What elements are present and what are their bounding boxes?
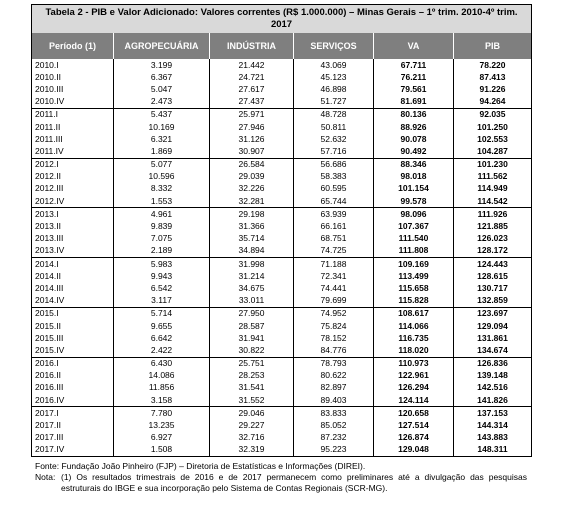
table-cell: 99.578 — [374, 195, 454, 208]
table-row — [32, 394, 532, 407]
table-row — [32, 307, 532, 320]
table-cell: 122.961 — [374, 370, 454, 382]
table-cell: 50.811 — [294, 121, 374, 133]
table-cell: 1.508 — [114, 444, 210, 457]
table-cell: 130.717 — [454, 282, 532, 294]
table-cell: 63.939 — [294, 208, 374, 221]
table-row — [32, 208, 532, 221]
table-cell: 34.675 — [210, 282, 294, 294]
table-cell: 137.153 — [454, 407, 532, 420]
table-cell: 2010.IV — [32, 96, 114, 109]
table-cell: 2017.III — [32, 432, 114, 444]
table-row — [32, 96, 532, 109]
table-cell: 107.367 — [374, 220, 454, 232]
table-cell: 9.655 — [114, 320, 210, 332]
table-cell: 74.441 — [294, 282, 374, 294]
table-row — [32, 357, 532, 370]
table-cell: 2015.III — [32, 332, 114, 344]
table-row — [32, 344, 532, 357]
table-cell: 4.961 — [114, 208, 210, 221]
table-cell: 29.039 — [210, 171, 294, 183]
table-cell: 2011.I — [32, 108, 114, 121]
table-cell: 78.220 — [454, 59, 532, 71]
table-cell: 2014.I — [32, 258, 114, 271]
table-cell: 48.728 — [294, 108, 374, 121]
table-cell: 128.615 — [454, 270, 532, 282]
table-cell: 60.595 — [294, 183, 374, 195]
table-cell: 75.824 — [294, 320, 374, 332]
table-cell: 29.198 — [210, 208, 294, 221]
table-cell: 34.894 — [210, 245, 294, 258]
table-footer — [35, 461, 527, 494]
table-cell: 1.869 — [114, 145, 210, 158]
table-cell: 31.541 — [210, 382, 294, 394]
table-cell: 2012.IV — [32, 195, 114, 208]
nota-label: Nota: — [35, 472, 56, 482]
table-cell: 126.836 — [454, 357, 532, 370]
table-cell: 30.907 — [210, 145, 294, 158]
table-cell: 101.250 — [454, 121, 532, 133]
col-header-va: VA — [374, 33, 454, 59]
table-cell: 24.721 — [210, 71, 294, 83]
table-cell: 113.499 — [374, 270, 454, 282]
table-row — [32, 282, 532, 294]
table-cell: 11.856 — [114, 382, 210, 394]
table-cell: 126.294 — [374, 382, 454, 394]
table-row — [32, 332, 532, 344]
table-row — [32, 444, 532, 457]
table-cell: 13.235 — [114, 419, 210, 431]
table-row — [32, 183, 532, 195]
table-cell: 52.632 — [294, 133, 374, 145]
table-cell: 28.587 — [210, 320, 294, 332]
table-cell: 2017.IV — [32, 444, 114, 457]
table-row — [32, 158, 532, 171]
table-cell: 2017.I — [32, 407, 114, 420]
table-cell: 2.473 — [114, 96, 210, 109]
table-row — [32, 108, 532, 121]
table-cell: 2011.IV — [32, 145, 114, 158]
table-row — [32, 59, 532, 71]
table-row — [32, 71, 532, 83]
table-cell: 31.998 — [210, 258, 294, 271]
table-cell: 2013.IV — [32, 245, 114, 258]
table-cell: 126.023 — [454, 233, 532, 245]
table-row — [32, 258, 532, 271]
table-cell: 51.727 — [294, 96, 374, 109]
table-cell: 74.952 — [294, 307, 374, 320]
pib-table — [31, 4, 532, 457]
table-cell: 45.123 — [294, 71, 374, 83]
table-cell: 98.018 — [374, 171, 454, 183]
table-row — [32, 121, 532, 133]
table-cell: 27.950 — [210, 307, 294, 320]
table-cell: 9.839 — [114, 220, 210, 232]
table-cell: 141.826 — [454, 394, 532, 407]
table-cell: 35.714 — [210, 233, 294, 245]
table-cell: 6.321 — [114, 133, 210, 145]
table-cell: 128.172 — [454, 245, 532, 258]
col-header-periodo: Período (1) — [32, 33, 114, 59]
table-cell: 2014.II — [32, 270, 114, 282]
table-cell: 115.828 — [374, 295, 454, 308]
table-cell: 126.874 — [374, 432, 454, 444]
table-cell: 2015.IV — [32, 344, 114, 357]
table-cell: 2014.IV — [32, 295, 114, 308]
table-cell: 31.552 — [210, 394, 294, 407]
table-cell: 5.437 — [114, 108, 210, 121]
table-cell: 2016.II — [32, 370, 114, 382]
table-cell: 6.367 — [114, 71, 210, 83]
table-row — [32, 419, 532, 431]
table-cell: 102.553 — [454, 133, 532, 145]
table-cell: 88.346 — [374, 158, 454, 171]
table-cell: 10.596 — [114, 171, 210, 183]
table-cell: 72.341 — [294, 270, 374, 282]
table-cell: 2015.II — [32, 320, 114, 332]
table-cell: 148.311 — [454, 444, 532, 457]
table-cell: 79.699 — [294, 295, 374, 308]
table-cell: 25.751 — [210, 357, 294, 370]
table-cell: 8.332 — [114, 183, 210, 195]
table-cell: 114.949 — [454, 183, 532, 195]
table-cell: 2010.I — [32, 59, 114, 71]
table-cell: 27.946 — [210, 121, 294, 133]
table-cell: 101.230 — [454, 158, 532, 171]
table-cell: 68.751 — [294, 233, 374, 245]
table-cell: 131.861 — [454, 332, 532, 344]
table-cell: 90.492 — [374, 145, 454, 158]
table-cell: 80.622 — [294, 370, 374, 382]
table-cell: 92.035 — [454, 108, 532, 121]
table-row — [32, 145, 532, 158]
table-cell: 2014.III — [32, 282, 114, 294]
table-cell: 2017.II — [32, 419, 114, 431]
table-cell: 142.516 — [454, 382, 532, 394]
table-cell: 2010.III — [32, 83, 114, 95]
table-cell: 89.403 — [294, 394, 374, 407]
table-cell: 110.973 — [374, 357, 454, 370]
table-cell: 32.319 — [210, 444, 294, 457]
table-row — [32, 220, 532, 232]
table-cell: 67.711 — [374, 59, 454, 71]
table-cell: 33.011 — [210, 295, 294, 308]
table-cell: 3.117 — [114, 295, 210, 308]
table-cell: 104.287 — [454, 145, 532, 158]
table-cell: 31.366 — [210, 220, 294, 232]
table-cell: 57.716 — [294, 145, 374, 158]
table-cell: 80.136 — [374, 108, 454, 121]
table-cell: 5.077 — [114, 158, 210, 171]
table-cell: 2012.II — [32, 171, 114, 183]
nota — [35, 472, 527, 494]
table-cell: 78.793 — [294, 357, 374, 370]
table-cell: 76.211 — [374, 71, 454, 83]
table-cell: 2.422 — [114, 344, 210, 357]
table-cell: 114.542 — [454, 195, 532, 208]
table-cell: 9.943 — [114, 270, 210, 282]
table-row — [32, 133, 532, 145]
table-cell: 118.020 — [374, 344, 454, 357]
table-cell: 6.542 — [114, 282, 210, 294]
table-cell: 2015.I — [32, 307, 114, 320]
table-row — [32, 370, 532, 382]
table-cell: 79.561 — [374, 83, 454, 95]
table-cell: 6.927 — [114, 432, 210, 444]
table-body — [32, 59, 532, 457]
table-cell: 32.716 — [210, 432, 294, 444]
table-row — [32, 432, 532, 444]
table-cell: 3.158 — [114, 394, 210, 407]
table-cell: 121.885 — [454, 220, 532, 232]
col-header-industria: INDÚSTRIA — [210, 33, 294, 59]
table-row — [32, 382, 532, 394]
table-cell: 10.169 — [114, 121, 210, 133]
table-cell: 114.066 — [374, 320, 454, 332]
table-cell: 109.169 — [374, 258, 454, 271]
table-cell: 88.926 — [374, 121, 454, 133]
table-cell: 58.383 — [294, 171, 374, 183]
table-cell: 7.075 — [114, 233, 210, 245]
table-cell: 91.226 — [454, 83, 532, 95]
table-cell: 84.776 — [294, 344, 374, 357]
table-cell: 2016.I — [32, 357, 114, 370]
table-cell: 95.223 — [294, 444, 374, 457]
col-header-servicos: SERVIÇOS — [294, 33, 374, 59]
table-cell: 29.046 — [210, 407, 294, 420]
table-title: Tabela 2 - PIB e Valor Adicionado: Valores correntes (R$ 1.000.000) – Minas Gerais – 1º trim. 2010-4º trim. 2017 — [32, 5, 532, 34]
table-cell: 108.617 — [374, 307, 454, 320]
table-cell: 31.214 — [210, 270, 294, 282]
col-header-agropecuaria: AGROPECUÁRIA — [114, 33, 210, 59]
table-cell: 111.562 — [454, 171, 532, 183]
col-header-pib: PIB — [454, 33, 532, 59]
table-cell: 31.126 — [210, 133, 294, 145]
table-cell: 7.780 — [114, 407, 210, 420]
table-cell: 71.188 — [294, 258, 374, 271]
table-cell: 123.697 — [454, 307, 532, 320]
table-cell: 143.883 — [454, 432, 532, 444]
table-row — [32, 195, 532, 208]
nota-text: (1) Os resultados trimestrais de 2016 e de 2017 permanecem como preliminares até a divulgação das pesquisas estruturais do IBGE e sua incorporação pelo Sistema de Contas Regionais (SCR-MG). — [61, 472, 527, 493]
table-cell: 2016.IV — [32, 394, 114, 407]
table-cell: 2016.III — [32, 382, 114, 394]
table-cell: 124.114 — [374, 394, 454, 407]
table-cell: 5.047 — [114, 83, 210, 95]
table-cell: 111.926 — [454, 208, 532, 221]
table-cell: 5.983 — [114, 258, 210, 271]
table-cell: 111.808 — [374, 245, 454, 258]
table-row — [32, 83, 532, 95]
table-row — [32, 233, 532, 245]
table-cell: 1.553 — [114, 195, 210, 208]
table-cell: 46.898 — [294, 83, 374, 95]
table-cell: 6.642 — [114, 332, 210, 344]
table-row — [32, 407, 532, 420]
table-cell: 28.253 — [210, 370, 294, 382]
table-cell: 6.430 — [114, 357, 210, 370]
table-cell: 139.148 — [454, 370, 532, 382]
table-cell: 78.152 — [294, 332, 374, 344]
table-cell: 129.048 — [374, 444, 454, 457]
table-cell: 2013.I — [32, 208, 114, 221]
table-container — [31, 4, 531, 457]
table-cell: 87.413 — [454, 71, 532, 83]
table-cell: 2013.II — [32, 220, 114, 232]
table-row — [32, 295, 532, 308]
table-cell: 27.437 — [210, 96, 294, 109]
table-cell: 74.725 — [294, 245, 374, 258]
table-cell: 27.617 — [210, 83, 294, 95]
table-cell: 32.226 — [210, 183, 294, 195]
table-cell: 2013.III — [32, 233, 114, 245]
table-cell: 127.514 — [374, 419, 454, 431]
table-cell: 30.822 — [210, 344, 294, 357]
table-cell: 2.189 — [114, 245, 210, 258]
table-cell: 21.442 — [210, 59, 294, 71]
table-cell: 101.154 — [374, 183, 454, 195]
table-cell: 120.658 — [374, 407, 454, 420]
table-cell: 124.443 — [454, 258, 532, 271]
table-cell: 2011.II — [32, 121, 114, 133]
table-cell: 5.714 — [114, 307, 210, 320]
table-cell: 26.584 — [210, 158, 294, 171]
table-cell: 66.161 — [294, 220, 374, 232]
table-cell: 25.971 — [210, 108, 294, 121]
table-row — [32, 320, 532, 332]
table-cell: 81.691 — [374, 96, 454, 109]
table-row — [32, 270, 532, 282]
table-cell: 82.897 — [294, 382, 374, 394]
table-cell: 90.078 — [374, 133, 454, 145]
table-row — [32, 245, 532, 258]
table-cell: 2012.I — [32, 158, 114, 171]
table-cell: 83.833 — [294, 407, 374, 420]
table-cell: 43.069 — [294, 59, 374, 71]
table-cell: 29.227 — [210, 419, 294, 431]
table-cell: 65.744 — [294, 195, 374, 208]
table-cell: 3.199 — [114, 59, 210, 71]
table-cell: 2012.III — [32, 183, 114, 195]
header-row — [32, 33, 532, 59]
table-cell: 56.686 — [294, 158, 374, 171]
table-cell: 2011.III — [32, 133, 114, 145]
source-note: Fonte: Fundação João Pinheiro (FJP) – Diretoria de Estatísticas e Informações (DIREI). — [35, 461, 366, 471]
table-cell: 94.264 — [454, 96, 532, 109]
table-cell: 2010.II — [32, 71, 114, 83]
table-cell: 115.658 — [374, 282, 454, 294]
table-cell: 144.314 — [454, 419, 532, 431]
table-cell: 31.941 — [210, 332, 294, 344]
table-cell: 87.232 — [294, 432, 374, 444]
table-cell: 14.086 — [114, 370, 210, 382]
table-cell: 85.052 — [294, 419, 374, 431]
table-cell: 98.096 — [374, 208, 454, 221]
table-cell: 129.094 — [454, 320, 532, 332]
table-cell: 32.281 — [210, 195, 294, 208]
table-cell: 111.540 — [374, 233, 454, 245]
table-row — [32, 171, 532, 183]
table-cell: 116.735 — [374, 332, 454, 344]
table-cell: 134.674 — [454, 344, 532, 357]
table-cell: 132.859 — [454, 295, 532, 308]
